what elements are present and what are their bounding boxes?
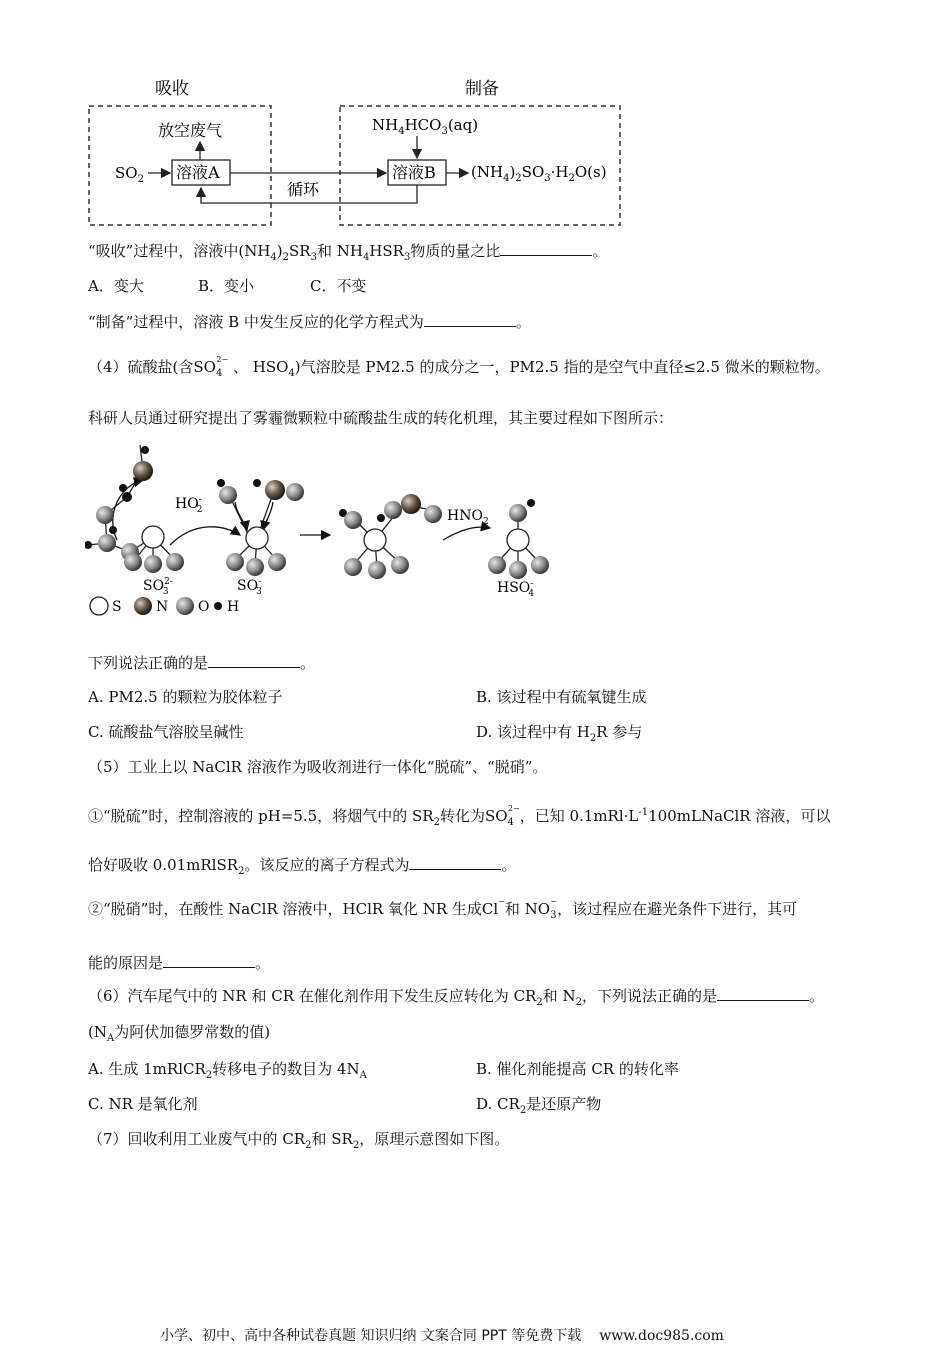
solution-a-label: 溶液A	[176, 163, 220, 182]
q4-option-d[interactable]: D. 该过程中有 $H_2R$ 参与	[476, 723, 643, 744]
prepare-title: 制备	[465, 79, 499, 99]
sulfate-ion: $SO_4^{2-}$	[484, 804, 520, 828]
product-label: $(NH_4)_2SO_3\cdot H_2O(s)$	[471, 163, 607, 184]
solution-b-label: 溶液B	[392, 163, 436, 182]
so2-label: $SO_2$	[115, 164, 144, 185]
answer-blank[interactable]	[163, 953, 255, 968]
prepare-question: “制备”过程中，溶液 B 中发生反应的化学方程式为 。	[88, 313, 531, 331]
sulfate-ion: $SO_4^{2-}$	[193, 355, 229, 379]
q7-stem: （7）回收利用工业废气中的 $CR_2$和 $SR_2$，原理示意图如下图。	[88, 1130, 510, 1151]
footer-site-link[interactable]: www.doc985.com	[599, 1328, 724, 1344]
sulfite-label: $SO^{2-}3$	[143, 577, 173, 597]
hno2-label: $HNO_2$	[447, 508, 489, 527]
page-footer	[160, 1325, 724, 1345]
q6-note: ($N_A$为阿伏加德罗常数的值)	[88, 1023, 271, 1044]
legend-h: H	[227, 599, 240, 615]
q6-option-d[interactable]: D. $CR_2$是还原产物	[476, 1095, 602, 1116]
q5-part1-line1: ①“脱硫”时，控制溶液的 pH=5.5，将烟气中的 $SR_2$转化为$SO_4^{2-}$，已知 $0.1mRl\cdot L^{-1}100mLNaClR$ 溶液，可以	[88, 804, 831, 828]
q6-stem: （6）汽车尾气中的 NR 和 CR 在催化剂作用下发生反应转化为 $CR_2$和 $N_2$，下列说法正确的是 。	[88, 987, 825, 1008]
answer-blank[interactable]	[409, 855, 501, 870]
answer-blank[interactable]	[500, 241, 592, 256]
q4-stem: 下列说法正确的是 。	[88, 654, 316, 672]
q4-option-a[interactable]: A. PM2.5 的颗粒为胶体粒子	[88, 688, 283, 706]
option-a[interactable]: A．变大	[88, 277, 144, 295]
option-c[interactable]: C．不变	[310, 277, 367, 295]
ho2-label: HO-2	[175, 495, 203, 515]
legend-s: S	[112, 599, 122, 615]
absorption-flow-diagram	[80, 70, 640, 235]
absorb-options	[88, 276, 367, 296]
hso4-label: HSO-4	[497, 579, 535, 599]
q4-option-c[interactable]: C. 硫酸盐气溶胶呈碱性	[88, 723, 244, 741]
nh4hco3-label: $NH_4HCO_3(aq)$	[372, 116, 479, 137]
q6-option-a[interactable]: A. 生成 1mRlCR$_2$转移电子的数目为 $4N_A$	[88, 1060, 367, 1081]
answer-blank[interactable]	[208, 653, 300, 668]
bisulfate-ion: $HSO_4$	[252, 358, 295, 379]
cycle-label: 循环	[287, 180, 320, 199]
q5-part1-line2: 恰好吸收 0.01mRlSR$_2$。该反应的离子方程式为 。	[88, 856, 517, 877]
answer-blank[interactable]	[717, 986, 809, 1001]
q5-intro: （5）工业上以 NaClR 溶液作为吸收剂进行一体化“脱硫”、“脱硝”。	[88, 758, 548, 776]
q6-option-b[interactable]: B. 催化剂能提高 CR 的转化率	[476, 1060, 679, 1078]
chloride-ion: Cl−	[481, 897, 505, 918]
absorb-ratio-question: “吸收”过程中，溶液中$(NH_4)_2SR_3$和 $NH_4HSR_3$物质的量之比 。	[88, 242, 608, 263]
footer-text: 小学、初中、高中各种试卷真题 知识归纳 文案合同 PPT 等免费下载	[160, 1328, 582, 1344]
legend-o: O	[198, 599, 210, 615]
absorb-title: 吸收	[155, 79, 189, 99]
nitrate-ion: $O_3^-$	[537, 897, 558, 921]
q4-research: 科研人员通过研究提出了雾霾微颗粒中硫酸盐生成的转化机理，其主要过程如下图所示：	[88, 409, 674, 427]
q6-option-c[interactable]: C. NR 是氧化剂	[88, 1095, 198, 1113]
answer-blank[interactable]	[424, 312, 516, 327]
vent-gas-label: 放空废气	[158, 121, 223, 140]
q4-option-b[interactable]: B. 该过程中有硫氧键生成	[476, 688, 647, 706]
q5-part2-line2: 能的原因是 。	[88, 954, 271, 972]
q4-intro: （4）硫酸盐(含$SO_4^{2-}$ 、 $HSO_4$)气溶胶是 PM2.5 的成分之一，PM2.5 指的是空气中直径≤2.5 微米的颗粒物。	[88, 355, 830, 379]
so3-radical-label: SO-3	[237, 577, 262, 597]
q5-part2-line1: ②“脱硝”时，在酸性 NaClR 溶液中，HClR 氧化 NR 生成Cl−和 $NO_3^-$，该过程应在避光条件下进行，其可	[88, 897, 798, 921]
sulfate-mechanism-diagram	[85, 440, 565, 620]
option-b[interactable]: B．变小	[198, 277, 255, 295]
legend-n: N	[156, 599, 169, 615]
